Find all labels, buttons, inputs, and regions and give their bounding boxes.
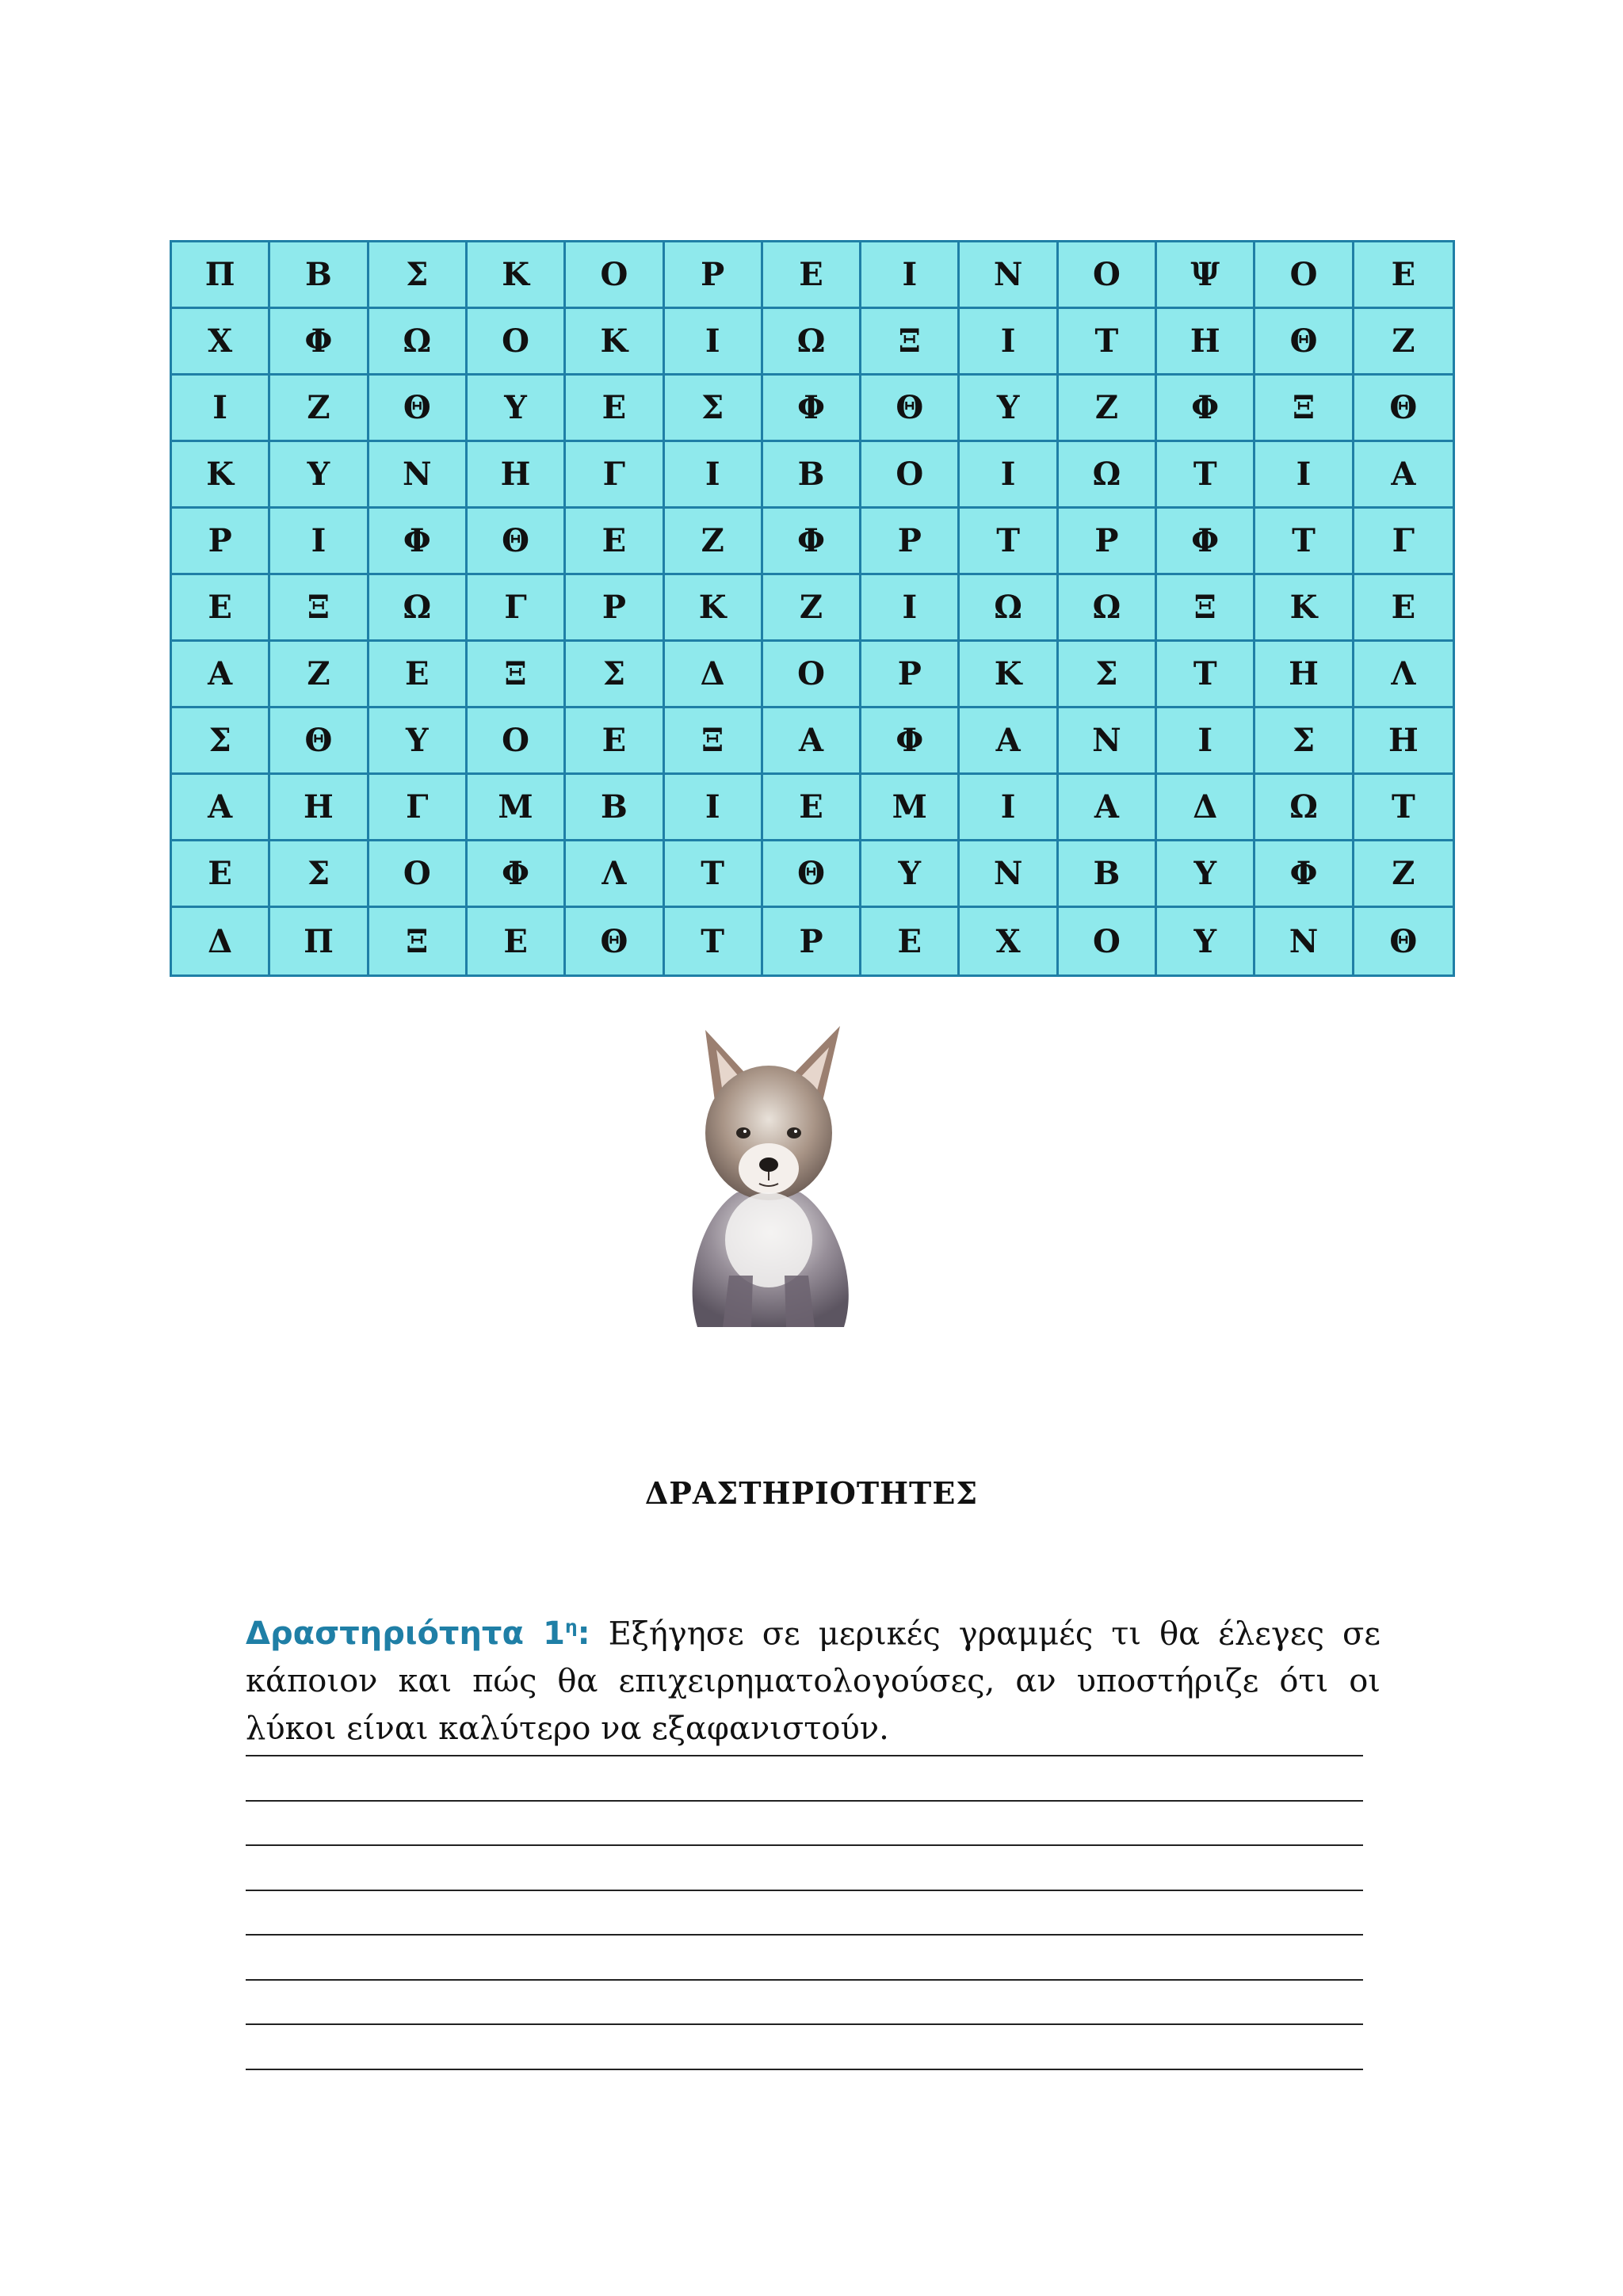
grid-cell: Ε xyxy=(763,775,861,841)
grid-cell: Ζ xyxy=(763,575,861,642)
grid-cell: Ι xyxy=(665,309,763,376)
grid-cell: Τ xyxy=(960,509,1058,575)
grid-cell: Ρ xyxy=(566,575,664,642)
grid-cell: Κ xyxy=(172,442,270,509)
grid-cell: Υ xyxy=(468,376,566,442)
grid-cell: Ι xyxy=(960,309,1058,376)
grid-cell: Κ xyxy=(960,642,1058,708)
grid-cell: Ρ xyxy=(172,509,270,575)
grid-cell: Θ xyxy=(1255,309,1354,376)
grid-cell: Χ xyxy=(960,908,1058,974)
grid-cell: Ρ xyxy=(861,509,960,575)
grid-cell: Υ xyxy=(960,376,1058,442)
grid-cell: Θ xyxy=(763,841,861,908)
grid-cell: Φ xyxy=(270,309,369,376)
grid-cell: Σ xyxy=(172,708,270,775)
grid-cell: Υ xyxy=(861,841,960,908)
word-search-grid xyxy=(170,240,1455,977)
answer-lines xyxy=(246,1755,1363,2113)
grid-cell: Ο xyxy=(369,841,468,908)
grid-cell: Τ xyxy=(1255,509,1354,575)
grid-cell: Κ xyxy=(665,575,763,642)
grid-cell: Κ xyxy=(468,242,566,309)
grid-cell: Σ xyxy=(1059,642,1157,708)
grid-cell: Ζ xyxy=(665,509,763,575)
grid-cell: Υ xyxy=(369,708,468,775)
grid-cell: Ψ xyxy=(1157,242,1255,309)
grid-cell: Ι xyxy=(960,775,1058,841)
grid-cell: Α xyxy=(763,708,861,775)
grid-cell: Ν xyxy=(1059,708,1157,775)
grid-cell: Θ xyxy=(468,509,566,575)
grid-cell: Θ xyxy=(566,908,664,974)
grid-cell: Ξ xyxy=(270,575,369,642)
grid-cell: Ω xyxy=(369,309,468,376)
grid-cell: Α xyxy=(1354,442,1453,509)
grid-cell: Ο xyxy=(1059,908,1157,974)
grid-cell: Ω xyxy=(1059,442,1157,509)
grid-cell: Ι xyxy=(861,242,960,309)
grid-cell: Ζ xyxy=(1354,841,1453,908)
grid-cell: Ε xyxy=(468,908,566,974)
grid-cell: Ω xyxy=(369,575,468,642)
grid-cell: Γ xyxy=(468,575,566,642)
grid-cell: Ρ xyxy=(763,908,861,974)
grid-cell: Τ xyxy=(1157,442,1255,509)
grid-cell: Ο xyxy=(468,309,566,376)
grid-cell: Φ xyxy=(861,708,960,775)
grid-cell: Β xyxy=(270,242,369,309)
grid-cell: Ρ xyxy=(665,242,763,309)
grid-cell: Ι xyxy=(1157,708,1255,775)
grid-cell: Ε xyxy=(861,908,960,974)
grid-cell: Φ xyxy=(1157,376,1255,442)
grid-cell: Η xyxy=(468,442,566,509)
grid-cell: Ξ xyxy=(861,309,960,376)
grid-cell: Ξ xyxy=(1157,575,1255,642)
activity-1-colon: : xyxy=(577,1615,590,1653)
grid-cell: Τ xyxy=(1354,775,1453,841)
grid-cell: Ο xyxy=(1255,242,1354,309)
grid-cell: Ξ xyxy=(1255,376,1354,442)
grid-cell: Β xyxy=(1059,841,1157,908)
grid-cell: Τ xyxy=(1157,642,1255,708)
grid-cell: Τ xyxy=(665,908,763,974)
grid-cell: Ι xyxy=(172,376,270,442)
answer-line[interactable] xyxy=(246,1844,1363,1846)
grid-cell: Μ xyxy=(861,775,960,841)
grid-cell: Λ xyxy=(566,841,664,908)
grid-cell: Β xyxy=(566,775,664,841)
answer-line[interactable] xyxy=(246,1890,1363,1891)
grid-cell: Φ xyxy=(763,509,861,575)
activity-1 xyxy=(246,1604,1381,1753)
grid-cell: Ι xyxy=(861,575,960,642)
grid-cell: Η xyxy=(1157,309,1255,376)
activity-1-prompt: Εξήγησε σε μερικές γραμμές τι θα έλεγες σε κάποιον και πώς θα επιχειρηματολογούσες, αν υποστήριζε ότι οι λύκοι είναι καλύτερο να εξαφανιστούν. xyxy=(246,1615,1381,1748)
grid-cell: Ζ xyxy=(270,376,369,442)
grid-cell: Ε xyxy=(566,376,664,442)
grid-cell: Ο xyxy=(468,708,566,775)
grid-cell: Ν xyxy=(960,841,1058,908)
grid-cell: Ο xyxy=(566,242,664,309)
grid-cell: Θ xyxy=(1389,922,1418,960)
activity-1-label-text: Δραστηριότητα 1 xyxy=(246,1615,565,1653)
grid-cell: Ο xyxy=(861,442,960,509)
grid-cell: Ε xyxy=(1354,575,1453,642)
grid-cell: Δ xyxy=(665,642,763,708)
grid-cell: Ε xyxy=(566,509,664,575)
answer-line[interactable] xyxy=(246,2023,1363,2025)
grid-cell: Τ xyxy=(665,841,763,908)
grid-cell: Π xyxy=(172,242,270,309)
grid-cell: Ι xyxy=(960,442,1058,509)
grid-cell: Θ xyxy=(369,376,468,442)
grid-cell: Ε xyxy=(172,841,270,908)
grid-cell: Φ xyxy=(1255,841,1354,908)
grid-cell: Ξ xyxy=(468,642,566,708)
grid-cell: Ζ xyxy=(270,642,369,708)
grid-cell: Φ xyxy=(369,509,468,575)
grid-cell: Σ xyxy=(1255,708,1354,775)
grid-cell: Λ xyxy=(1354,642,1453,708)
grid-cell: Ε xyxy=(172,575,270,642)
grid-cell: Ε xyxy=(369,642,468,708)
grid-cell: Ν xyxy=(369,442,468,509)
grid-cell: Ε xyxy=(1354,242,1453,309)
grid-cell: Ξ xyxy=(369,908,468,974)
activity-1-superscript: η xyxy=(564,1618,578,1638)
grid-cell: Ρ xyxy=(861,642,960,708)
answer-line[interactable] xyxy=(246,1800,1363,1802)
answer-line[interactable] xyxy=(246,1934,1363,1936)
grid-cell: Θ xyxy=(1354,376,1453,442)
grid-cell: Δ xyxy=(1157,775,1255,841)
grid-cell: Ε xyxy=(566,708,664,775)
grid-cell: Η xyxy=(1354,708,1453,775)
grid-cell: Θ xyxy=(861,376,960,442)
grid-cell: Υ xyxy=(1157,908,1255,974)
grid-cell: Σ xyxy=(270,841,369,908)
grid-cell: Ω xyxy=(960,575,1058,642)
grid-cell: Σ xyxy=(369,242,468,309)
grid-cell: Η xyxy=(270,775,369,841)
grid-cell: Π xyxy=(270,908,369,974)
grid-cell: Ο xyxy=(763,642,861,708)
grid-cell: Μ xyxy=(468,775,566,841)
grid-cell: Ζ xyxy=(1059,376,1157,442)
grid-cell: Γ xyxy=(566,442,664,509)
grid-cell: Α xyxy=(960,708,1058,775)
grid-cell: Α xyxy=(172,642,270,708)
grid-cell: Δ xyxy=(172,908,270,974)
grid-cell: Α xyxy=(172,775,270,841)
grid-cell: Ω xyxy=(763,309,861,376)
grid-cell: Υ xyxy=(1157,841,1255,908)
grid-cell: Ο xyxy=(1059,242,1157,309)
grid-cell: Ι xyxy=(270,509,369,575)
section-heading: ΔΡΑΣΤΗΡΙΟΤΗΤΕΣ xyxy=(644,1475,979,1511)
grid-cell: Ι xyxy=(665,775,763,841)
grid-cell: Ξ xyxy=(665,708,763,775)
grid-cell: Ι xyxy=(665,442,763,509)
grid-cell: Ε xyxy=(763,242,861,309)
grid-cell: Γ xyxy=(1354,509,1453,575)
grid-cell: Η xyxy=(1255,642,1354,708)
grid-cell: Ω xyxy=(1059,575,1157,642)
answer-line[interactable] xyxy=(246,1979,1363,1981)
grid-cell: Ζ xyxy=(1354,309,1453,376)
grid-cell: Φ xyxy=(1157,509,1255,575)
grid-cell: Β xyxy=(763,442,861,509)
activity-1-label xyxy=(246,1615,590,1652)
grid-cell: Κ xyxy=(566,309,664,376)
grid-cell: Ω xyxy=(1255,775,1354,841)
grid-cell: Χ xyxy=(172,309,270,376)
answer-line[interactable] xyxy=(246,1755,1363,1756)
grid-cell: Τ xyxy=(1059,309,1157,376)
grid-cell: Ν xyxy=(1255,908,1354,974)
grid-cell: Σ xyxy=(665,376,763,442)
grid-cell: Υ xyxy=(270,442,369,509)
grid-cell: Ρ xyxy=(1059,509,1157,575)
answer-line[interactable] xyxy=(246,2069,1363,2070)
grid-cell: Γ xyxy=(369,775,468,841)
grid-cell: Φ xyxy=(468,841,566,908)
wolf-pup-illustration xyxy=(650,1014,888,1331)
grid-cell: Ν xyxy=(960,242,1058,309)
grid-cell: Κ xyxy=(1255,575,1354,642)
grid-cell: Θ xyxy=(270,708,369,775)
grid-cell: Α xyxy=(1059,775,1157,841)
grid-cell: Ι xyxy=(1255,442,1354,509)
grid-cell: Φ xyxy=(763,376,861,442)
grid-cell: Σ xyxy=(566,642,664,708)
